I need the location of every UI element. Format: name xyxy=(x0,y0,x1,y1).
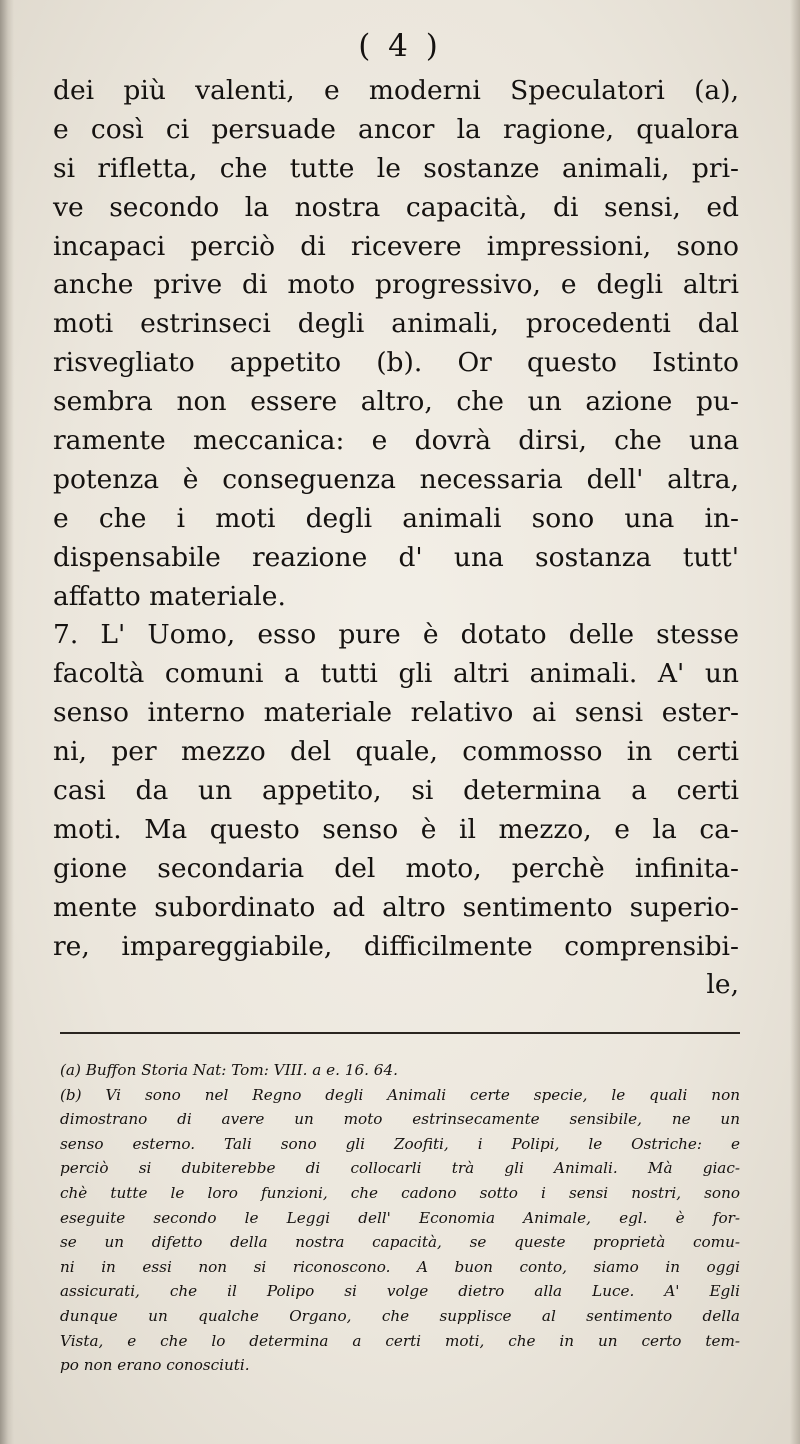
main-text xyxy=(53,72,739,1005)
text-line: moti. Ma questo senso è il mezzo, e la ca- xyxy=(53,813,739,845)
footnote-b-line: eseguite secondo le Leggi dell' Economia Animale, egl. è for- xyxy=(60,1208,740,1227)
footnote-b-line: perciò si dubiterebbe di collocarli trà gli Animali. Mà giac- xyxy=(60,1159,740,1178)
text-line: incapaci perciò di ricevere impressioni, sono xyxy=(53,230,739,262)
text-line: re, impareggiabile, difficilmente comprensibi- xyxy=(53,930,739,962)
footnote-b-line: se un difetto della nostra capacità, se queste proprietà comu- xyxy=(60,1233,740,1252)
text-line: sembra non essere altro, che un azione pu- xyxy=(53,386,739,418)
text-line: gione secondaria del moto, perchè infinita- xyxy=(53,852,739,884)
footnote-b-line: senso esterno. Tali sono gli Zoofiti, i Polipi, le Ostriche: e xyxy=(60,1134,740,1153)
text-line: mente subordinato ad altro sentimento superio- xyxy=(53,891,739,923)
text-line: facoltà comuni a tutti gli altri animali. A' un xyxy=(53,658,739,690)
text-line: senso interno materiale relativo ai sensi ester- xyxy=(53,697,739,729)
footnote-rule xyxy=(60,1032,740,1034)
page-number: ( 4 ) xyxy=(358,28,442,64)
footnote-b-line: ni in essi non si riconoscono. A buon conto, siamo in oggi xyxy=(60,1257,740,1276)
catchword-line: le, xyxy=(706,969,739,1001)
footnotes xyxy=(60,1058,740,1378)
text-line: affatto materiale. xyxy=(53,580,286,612)
text-line: potenza è conseguenza necessaria dell' altra, xyxy=(53,463,739,495)
text-line: moti estrinseci degli animali, procedenti dal xyxy=(53,308,739,340)
text-line: ni, per mezzo del quale, commosso in certi xyxy=(53,736,739,768)
page-left-shadow xyxy=(0,0,14,1444)
text-line: e così ci persuade ancor la ragione, qualora xyxy=(53,113,739,145)
footnote-b-line: chè tutte le loro funzioni, che cadono sotto i sensi nostri, sono xyxy=(60,1183,740,1202)
text-line: si rifletta, che tutte le sostanze animali, pri- xyxy=(53,152,739,184)
text-line: ramente meccanica: e dovrà dirsi, che una xyxy=(53,425,739,457)
text-line: casi da un appetito, si determina a certi xyxy=(53,775,739,807)
footnote-b-line: assicurati, che il Polipo si volge dietro alla Luce. A' Egli xyxy=(60,1282,740,1301)
text-line: anche prive di moto progressivo, e degli altri xyxy=(53,269,739,301)
text-line: e che i moti degli animali sono una in- xyxy=(53,502,739,534)
page-right-shadow xyxy=(790,0,800,1444)
text-line: dei più valenti, e moderni Speculatori (a), xyxy=(53,75,739,106)
text-line: risvegliato appetito (b). Or questo Istinto xyxy=(53,347,739,379)
text-line: dispensabile reazione d' una sostanza tutt' xyxy=(53,541,739,573)
footnote-b-line: dunque un qualche Organo, che supplisce al sentimento della xyxy=(60,1306,740,1325)
text-line: ve secondo la nostra capacità, di sensi, ed xyxy=(53,191,739,223)
footnote-b-line: po non erano conosciuti. xyxy=(60,1356,250,1375)
footnote-a: (a) Buffon Storia Nat: Tom: VIII. a e. 16. 64. xyxy=(60,1061,398,1079)
footnote-b-line: (b) Vi sono nel Regno degli Animali certe specie, le quali non xyxy=(60,1085,740,1104)
section-7-first-line: 7. L' Uomo, esso pure è dotato delle stesse xyxy=(53,619,739,651)
footnote-b-line: dimostrano di avere un moto estrinsecamente sensibile, ne un xyxy=(60,1110,740,1129)
footnote-b-line: Vista, e che lo determina a certi moti, che in un certo tem- xyxy=(60,1331,740,1350)
